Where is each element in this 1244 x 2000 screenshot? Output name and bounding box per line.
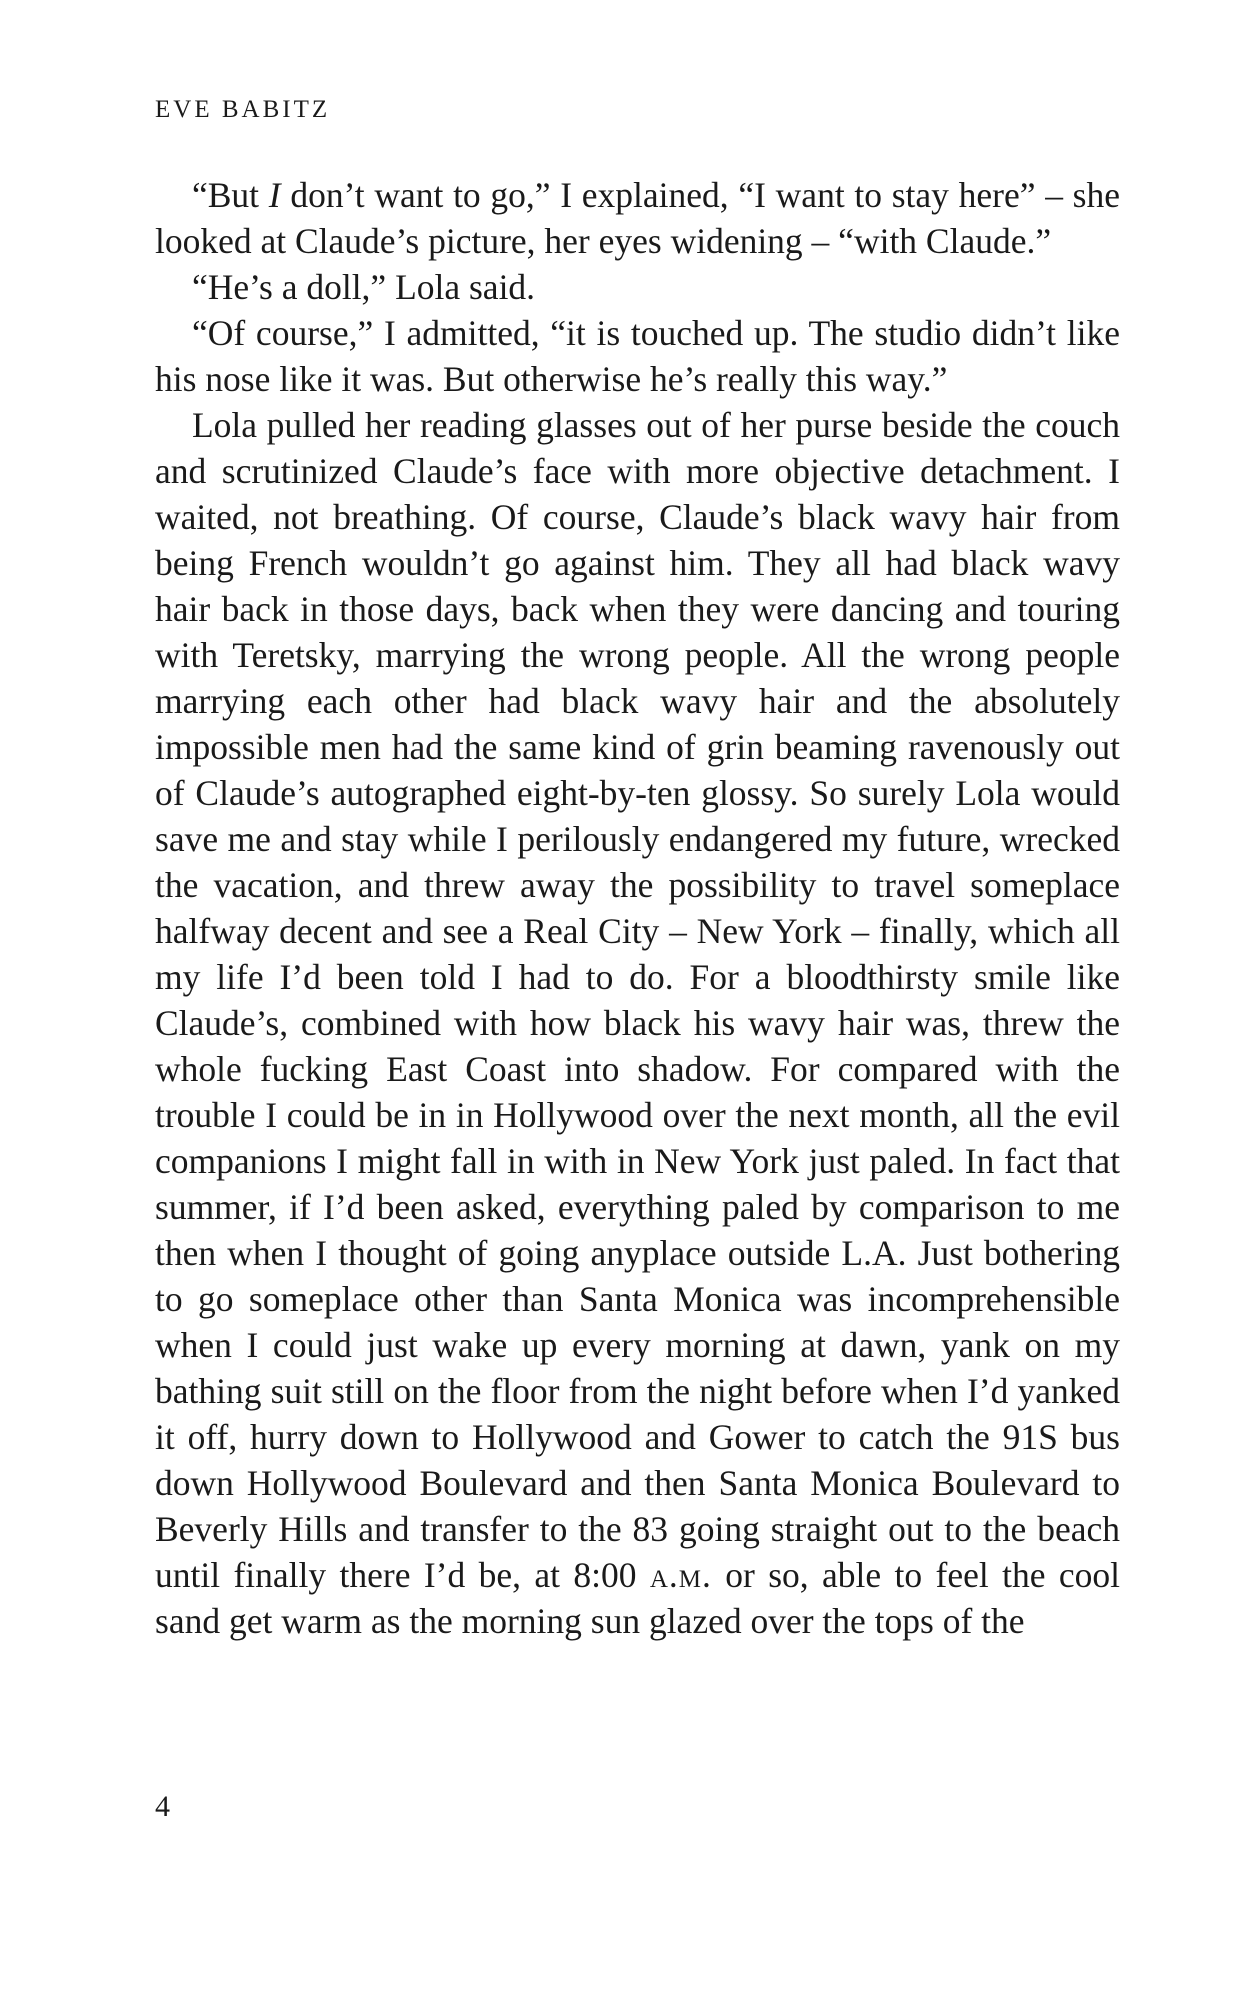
paragraph: “Of course,” I admitted, “it is touched up. The studio didn’t like his nose like it was. But otherwise he’s really this way.”	[155, 313, 1120, 399]
paragraph-text: “But	[192, 175, 269, 215]
running-head: EVE BABITZ	[155, 96, 331, 123]
paragraph-text: Lola pulled her reading glasses out of her purse beside the couch and scrutinized Claude’s face with more objective detachment. I waited, not breathing. Of course, Claude’s black wavy hair from being French wouldn’t go against him. They all had black wavy hair back in those days, back when they were dancing and touring with Teretsky, marrying the wrong people. All the wrong people marrying each other had black wavy hair and the absolutely impossible men had the same kind of grin beaming ravenously out of Claude’s autographed eight-by-ten glossy. So surely Lola would save me and stay while I perilously endangered my future, wrecked the vacation, and threw away the possibility to travel someplace halfway decent and see a Real City – New York – finally, which all my life I’d been told I had to do. For a bloodthirsty smile like Claude’s, combined with how black his wavy hair was, threw the whole fucking East Coast into shadow. For compared with the trouble I could be in in Hollywood over the next month, all the evil companions I might fall in with in New York just paled. In fact that summer, if I’d been asked, everything paled by comparison to me then when I thought of going anyplace outside L.A. Just bothering to go someplace other than Santa Monica was incomprehensible when I could just wake up every morning at dawn, yank on my bathing suit still on the floor from the night before when I’d yanked it off, hurry down to Hollywood and Gower to catch the 91S bus down Hollywood Boulevard and then Santa Monica Boulevard to Beverly Hills and transfer to the 83 going straight out to the beach until finally there I’d be, at 8:00	[155, 405, 1120, 1595]
paragraph	[155, 402, 1120, 1644]
body-text	[155, 172, 1120, 1644]
paragraph: “He’s a doll,” Lola said.	[192, 267, 536, 307]
small-caps-text: a.m.	[649, 1555, 712, 1595]
page-number: 4	[155, 1790, 170, 1823]
emphasis: I	[268, 175, 281, 215]
paragraph	[155, 172, 1120, 264]
paragraph-text: don’t want to go,” I explained, “I want to stay here” – she looked at Claude’s picture, her eyes widening – “with Claude.”	[155, 175, 1120, 261]
paragraph-text: or so, able to feel the cool sand get warm as the morning sun glazed over the tops of the	[155, 1555, 1120, 1641]
